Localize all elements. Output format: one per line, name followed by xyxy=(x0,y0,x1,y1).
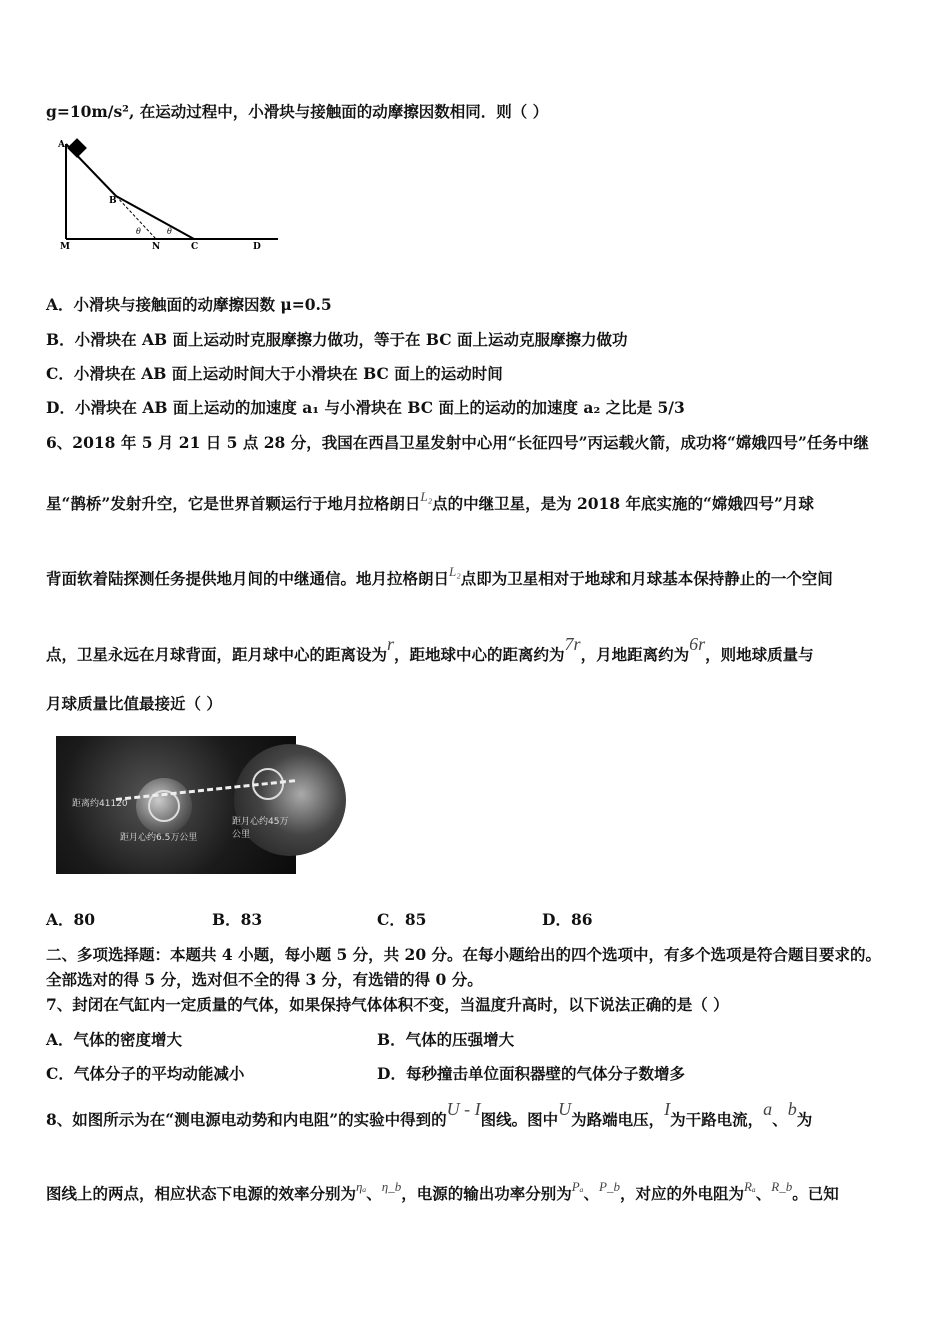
angle-label-2: θ xyxy=(167,227,172,236)
q8-text-1c: 为路端电压， xyxy=(571,1110,665,1129)
b-symbol: b xyxy=(787,1099,797,1119)
label-m: M xyxy=(60,242,70,252)
q8-line-2 xyxy=(46,1179,839,1205)
q6-line-5: 月球质量比值最接近（ ） xyxy=(46,694,222,713)
q8-text-2d: 、 xyxy=(583,1184,600,1203)
section-2-line-2: 全部选对的得 5 分，选对但不全的得 3 分，有选错的得 0 分。 xyxy=(46,970,483,989)
q8-text-1e: 、 xyxy=(772,1110,788,1129)
l2-symbol-2: L₂ xyxy=(449,564,461,579)
r-symbol: r xyxy=(387,634,395,654)
q6-option-a: A．80 xyxy=(46,910,96,929)
q8-text-2g: 。已知 xyxy=(792,1184,839,1203)
q8-text-1b: 图线。图中 xyxy=(480,1110,559,1129)
q6-line-3a: 背面软着陆探测任务提供地月间的中继通信。地月拉格朗日 xyxy=(46,569,450,588)
q6-line-2b: 点的中继卫星，是为 2018 年底实施的“嫦娥四号”月球 xyxy=(432,494,814,513)
q5-option-d: D．小滑块在 AB 面上运动的加速度 a₁ 与小滑块在 BC 面上的运动的加速度 a₂ 之比是 5/3 xyxy=(46,398,685,417)
q6-option-d: D．86 xyxy=(542,910,593,929)
seven-r-symbol: 7r xyxy=(564,634,581,654)
incline-figure xyxy=(56,136,286,252)
q6-line-2 xyxy=(46,489,814,515)
q8-text-2e: ，对应的外电阻为 xyxy=(619,1184,744,1203)
label-b: B xyxy=(109,196,117,206)
eta-b-symbol: η_b xyxy=(381,1179,402,1194)
q6-line-2a: 星“鹊桥”发射升空，它是世界首颗运行于地月拉格朗日 xyxy=(46,494,421,513)
q5-intro: g=10m/s², 在运动过程中，小滑块与接触面的动摩擦因数相同．则（ ） xyxy=(46,102,549,121)
q6-line-3 xyxy=(46,564,833,590)
q5-option-b: B．小滑块在 AB 面上运动时克服摩擦力做功，等于在 BC 面上运动克服摩擦力做功 xyxy=(46,330,628,349)
label-a: A xyxy=(58,140,65,150)
earth-moon-photo xyxy=(56,736,296,874)
photo-label-3: 距月心约45万 公里 xyxy=(232,817,289,840)
label-n: N xyxy=(152,242,161,252)
q6-line-4 xyxy=(46,634,814,665)
q8-text-2c: ，电源的输出功率分别为 xyxy=(401,1184,572,1203)
q8-text-2b: 、 xyxy=(366,1184,382,1203)
photo-label-2: 距月心约6.5万公里 xyxy=(120,833,198,843)
q6-line-4a: 点，卫星永远在月球背面，距月球中心的距离设为 xyxy=(46,645,388,664)
q8-text-1a: 8、如图所示为在“测电源电动势和内电阻”的实验中得到的 xyxy=(46,1110,447,1129)
photo-label-1: 距离约41120 xyxy=(72,799,128,809)
q6-line-4b: ，距地球中心的距离约为 xyxy=(394,645,565,664)
eta-a-symbol: ηₐ xyxy=(356,1179,367,1194)
p-b-symbol: P_b xyxy=(599,1179,620,1194)
q8-text-1f: 为 xyxy=(796,1110,813,1129)
a-symbol: a xyxy=(763,1099,773,1119)
slider-block xyxy=(67,138,87,158)
q6-line-3b: 点即为卫星相对于地球和月球基本保持静止的一个空间 xyxy=(460,569,833,588)
l2-symbol: L₂ xyxy=(420,489,433,504)
q7-option-a: A．气体的密度增大 xyxy=(46,1030,183,1049)
q6-line-4c: ，月地距离约为 xyxy=(580,645,690,664)
q8-text-2f: 、 xyxy=(755,1184,772,1203)
slope-bc xyxy=(116,196,194,239)
q6-line-4d: ，则地球质量与 xyxy=(705,645,814,664)
q6-option-c: C．85 xyxy=(377,910,427,929)
q8-text-1d: 为干路电流， xyxy=(670,1110,764,1129)
q5-option-c: C．小滑块在 AB 面上运动时间大于小滑块在 BC 面上的运动时间 xyxy=(46,364,503,383)
q7-option-d: D．每秒撞击单位面积器壁的气体分子数增多 xyxy=(377,1064,685,1083)
q6-line-1: 6、2018 年 5 月 21 日 5 点 28 分，我国在西昌卫星发射中心用“长征四号”丙运载火箭，成功将“嫦娥四号”任务中继 xyxy=(46,433,869,452)
angle-label-1: θ xyxy=(136,227,141,236)
section-2-line-1: 二、多项选择题：本题共 4 小题，每小题 5 分，共 20 分。在每小题给出的四个选项中，有多个选项是符合题目要求的。 xyxy=(46,945,882,964)
q6-option-b: B．83 xyxy=(212,910,263,929)
q8-text-2a: 图线上的两点，相应状态下电源的效率分别为 xyxy=(46,1184,357,1203)
r-a-symbol: Rₐ xyxy=(744,1179,756,1194)
p-a-symbol: Pₐ xyxy=(571,1179,584,1194)
r-b-symbol: R_b xyxy=(771,1179,793,1194)
i-symbol: I xyxy=(664,1099,671,1119)
u-symbol: U xyxy=(558,1099,572,1119)
label-c: C xyxy=(191,242,199,252)
six-r-symbol: 6r xyxy=(689,634,706,654)
q7-option-b: B．气体的压强增大 xyxy=(377,1030,515,1049)
u-i-symbol: U - I xyxy=(446,1099,481,1119)
q7-option-c: C．气体分子的平均动能减小 xyxy=(46,1064,245,1083)
label-d: D xyxy=(253,242,261,252)
q7-stem: 7、封闭在气缸内一定质量的气体，如果保持气体体积不变，当温度升高时，以下说法正确的是（ ） xyxy=(46,995,729,1014)
q5-option-a: A．小滑块与接触面的动摩擦因数 μ=0.5 xyxy=(46,295,332,314)
q8-line-1 xyxy=(46,1099,813,1130)
